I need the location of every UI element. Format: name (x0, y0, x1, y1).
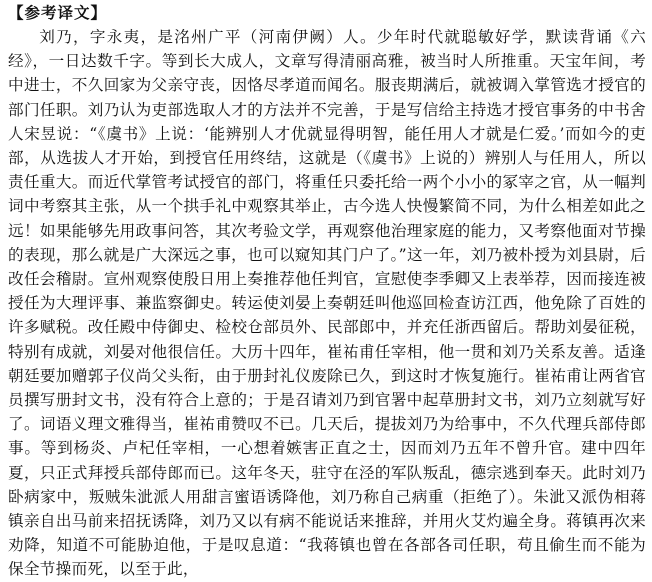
document-heading: 【参考译文】 (8, 4, 108, 22)
document-paragraph: 刘乃，字永夷，是洺州广平（河南伊阙）人。少年时代就聪敏好学，默读背诵《六经》，一日达数千字。等到长大成人，文章写得清丽高雅，被当时人所推重。天宝年间，考中进士，不久回家为父亲守丧，因恪尽孝道而闻名。服丧期满后，就被调入掌管选才授官的部门任职。刘乃认为吏部选取人才的方法并不完善，于是写信给主持选才授官事务的中书舍人宋昱说：“《虞书》上说：‘能辨别人才优就显得明智，能任用人才就是仁爱。’而如今的吏部，从选拔人才开始，到授官任用终结，这就是（《虞书》上说的）辨别人与任用人，所以责任重大。而近代掌管考试授官的部门，将重任只委托给一两个小小的冢宰之官，从一幅判词中考察其主张，从一个拱手礼中观察其举止，古今选人快慢繁简不同，为什么相差如此之远！如果能够先用政事问答，其次考验文学，再观察他治理家庭的能力，又考察他面对节操的表现，那么就是广大深远之事，也可以窥知其门户了。”这一年，刘乃被朴授为刘县尉，后改任会稽尉。宣州观察使殷日用上奏推荐他任判官，宣慰使李季卿又上表举荐，因而接连被授任为大理评事、兼监察御史。转运使刘晏上奏朝廷叫他巡回检查访江西，他免除了百姓的许多赋税。改任殿中侍御史、检校仓部员外、民部郎中，并充任浙西留后。帮助刘晏征税，特别有成就，刘晏对他很信任。大历十四年，崔祐甫任宰相，他一贯和刘乃关系友善。适逢朝廷要加赠郭子仪尚父头衔，由于册封礼仪废除已久，到这时才恢复施行。崔祐甫让两省官员撰写册封文书，没有符合上意的；于是召请刘乃到官署中起草册封文书，刘乃立刻就写好了。词语义理文雅得当，崔祐甫赞叹不已。几天后，提拔刘乃为给事中，不久代理兵部侍郎事。等到杨炎、卢杞任宰相，一心想着嫉害正直之士，因而刘乃五年不曾升官。建中四年夏，只正式拜授兵部侍郎而已。这年冬天，驻守在泾的军队叛乱，德宗逃到奉天。此时刘乃卧病家中，叛贼朱泚派人用甜言蜜语诱降他，刘乃称自己病重（拒绝了）。朱泚又派伪相蒋镇亲自出马前来招抚诱降，刘乃又以有病不能说话来推辞，并用火艾灼遍全身。蒋镇再次来劝降，知道不可能胁迫他，于是叹息道：“我蒋镇也曾在各部各司任职，苟且偷生而不能为保全节操而死，以至于此， (8, 28, 646, 579)
